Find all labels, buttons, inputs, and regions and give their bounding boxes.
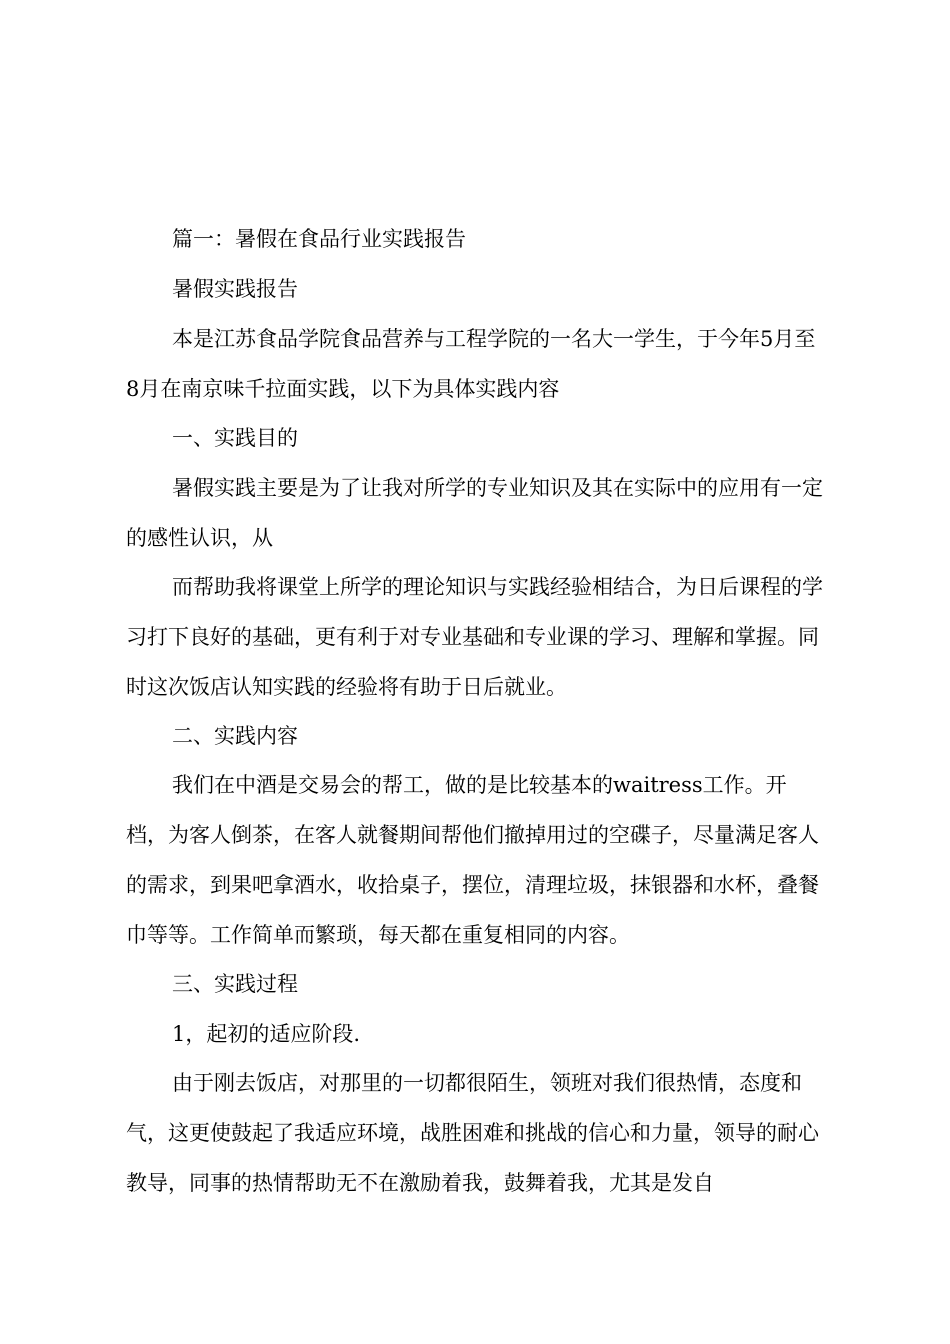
section-heading-purpose: 一、实践目的 <box>172 426 298 450</box>
paragraph-purpose-1: 暑假实践主要是为了让我对所学的专业知识及其在实际中的应用有一定的感性认识，从 <box>126 476 823 550</box>
subsection-heading-adaptation: 1，起初的适应阶段. <box>172 1022 361 1046</box>
paragraph-adaptation: 由于刚去饭店，对那里的一切都很陌生，领班对我们很热情，态度和气，这更使鼓起了我适应环境，战胜困难和挑战的信心和力量，领导的耐心教导，同事的热情帮助无不在激励着我，鼓舞着我，尤其是发自 <box>126 1071 819 1195</box>
paragraph-purpose-2: 而帮助我将课堂上所学的理论知识与实践经验相结合，为日后课程的学习打下良好的基础，更有利于对专业基础和专业课的学习、理解和掌握。同时这次饭店认知实践的经验将有助于日后就业。 <box>126 575 823 699</box>
section-heading-process: 三、实践过程 <box>172 972 298 996</box>
document-subtitle: 暑假实践报告 <box>172 277 298 301</box>
document-title: 篇一：暑假在食品行业实践报告 <box>172 227 466 251</box>
paragraph-intro: 本是江苏食品学院食品营养与工程学院的一名大一学生，于今年5月至8月在南京味千拉面实践，以下为具体实践内容 <box>126 327 816 401</box>
paragraph-content: 我们在中酒是交易会的帮工，做的是比较基本的waitress工作。开档，为客人倒茶，在客人就餐期间帮他们撤掉用过的空碟子，尽量满足客人的需求，到果吧拿酒水，收拾桌子，摆位，清理垃圾，抹银器和水杯，叠餐巾等等。工作简单而繁琐，每天都在重复相同的内容。 <box>126 773 819 947</box>
section-heading-content: 二、实践内容 <box>172 724 298 748</box>
